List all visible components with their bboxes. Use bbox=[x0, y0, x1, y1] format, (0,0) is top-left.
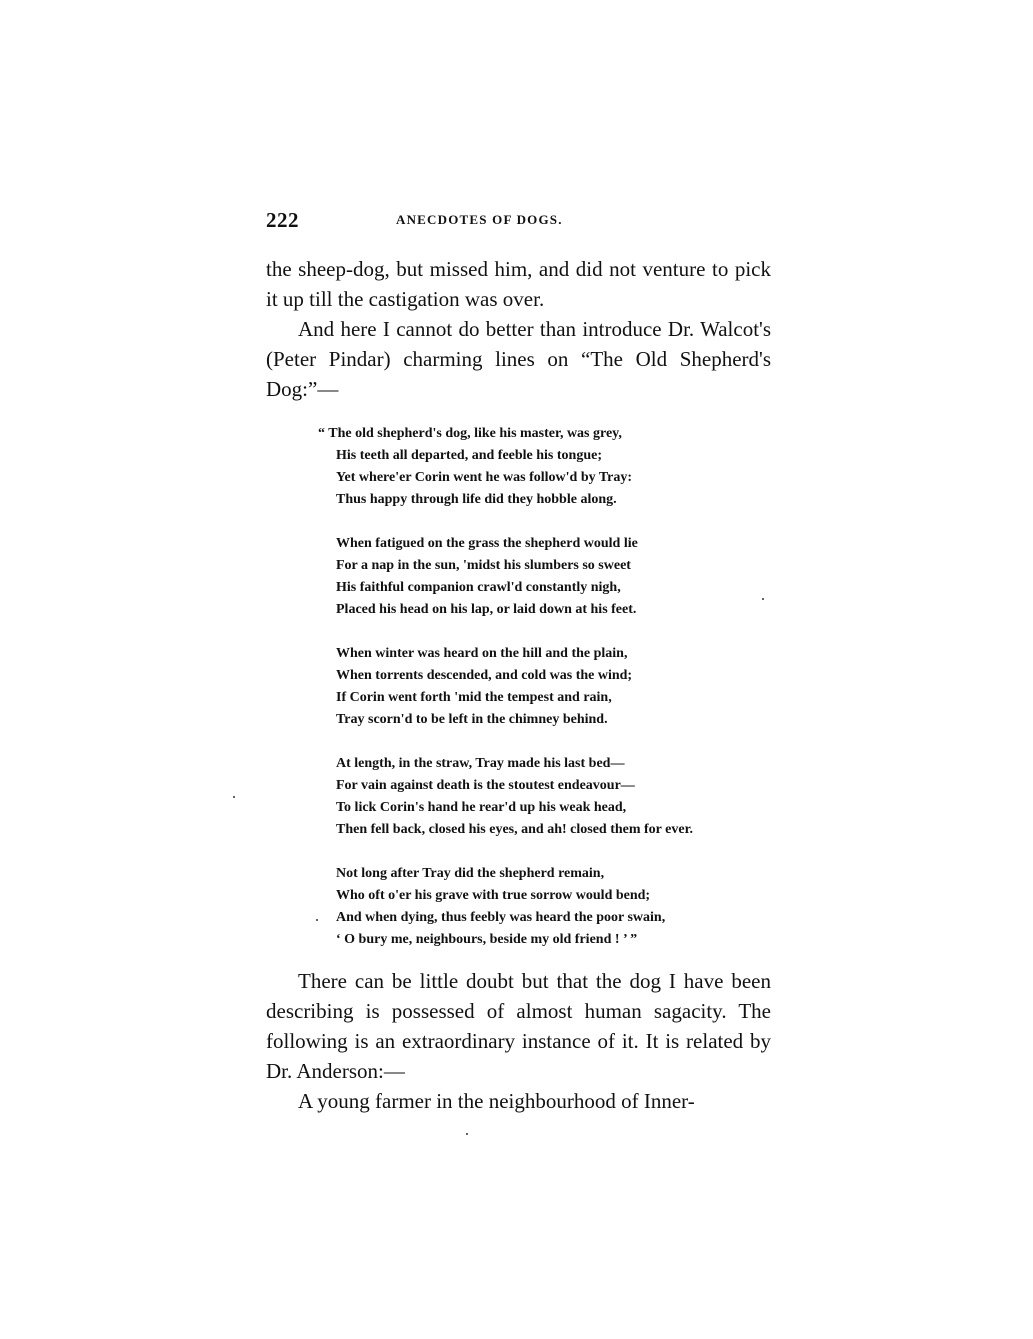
poem-line: Then fell back, closed his eyes, and ah! closed them for ever. bbox=[336, 822, 693, 837]
paragraph-anecdote-start: A young farmer in the neighbourhood of Inner- bbox=[298, 1089, 695, 1113]
print-speck bbox=[233, 796, 235, 798]
paragraph-continuation: the sheep-dog, but missed him, and did not venture to pick it up till the castigation was over. bbox=[266, 257, 771, 311]
stanza-1 bbox=[318, 423, 788, 511]
poem-line: For a nap in the sun, 'midst his slumbers so sweet bbox=[336, 558, 631, 573]
running-head bbox=[266, 208, 771, 234]
paragraph-introduction: And here I cannot do better than introduce Dr. Walcot's (Peter Pindar) charming lines on “The Old Shepherd's Dog:”— bbox=[266, 317, 771, 401]
poem-line: When winter was heard on the hill and the plain, bbox=[336, 646, 628, 661]
poem-line: Who oft o'er his grave with true sorrow would bend; bbox=[336, 888, 651, 903]
page-number: 222 bbox=[266, 208, 299, 232]
print-speck bbox=[466, 1133, 468, 1135]
poem-line: His teeth all departed, and feeble his tongue; bbox=[336, 448, 602, 463]
poem-line: ‘ O bury me, neighbours, beside my old friend ! ’ ” bbox=[336, 932, 638, 947]
poem-line: To lick Corin's hand he rear'd up his weak head, bbox=[336, 800, 627, 815]
poem-the-old-shepherds-dog bbox=[318, 423, 788, 951]
poem-line: Tray scorn'd to be left in the chimney behind. bbox=[336, 712, 608, 727]
poem-line: Yet where'er Corin went he was follow'd by Tray: bbox=[336, 470, 633, 485]
poem-line: Placed his head on his lap, or laid down at his feet. bbox=[336, 602, 637, 617]
poem-line: “ The old shepherd's dog, like his master, was grey, bbox=[318, 426, 622, 441]
paragraph-sagacity: There can be little doubt but that the dog I have been describing is possessed of almost human sagacity. The following is an extraordinary instance of it. It is related by Dr. Anderson:— bbox=[266, 969, 771, 1083]
poem-line: For vain against death is the stoutest endeavour— bbox=[336, 778, 635, 793]
prose-top bbox=[266, 254, 771, 404]
prose-bottom bbox=[266, 966, 771, 1116]
print-speck bbox=[762, 598, 764, 600]
stanza-3 bbox=[318, 643, 788, 731]
poem-line: When fatigued on the grass the shepherd would lie bbox=[336, 536, 638, 551]
print-speck bbox=[316, 919, 318, 921]
stanza-2 bbox=[318, 533, 788, 621]
poem-line: Not long after Tray did the shepherd remain, bbox=[336, 866, 605, 881]
poem-line: When torrents descended, and cold was the wind; bbox=[336, 668, 633, 683]
running-title: ANECDOTES OF DOGS. bbox=[396, 212, 563, 227]
poem-line: If Corin went forth 'mid the tempest and rain, bbox=[336, 690, 612, 705]
poem-line: His faithful companion crawl'd constantly nigh, bbox=[336, 580, 621, 595]
stanza-4 bbox=[318, 753, 788, 841]
poem-line: And when dying, thus feebly was heard the poor swain, bbox=[336, 910, 666, 925]
poem-line: Thus happy through life did they hobble along. bbox=[336, 492, 617, 507]
poem-line: At length, in the straw, Tray made his last bed— bbox=[336, 756, 625, 771]
stanza-5 bbox=[318, 863, 788, 951]
